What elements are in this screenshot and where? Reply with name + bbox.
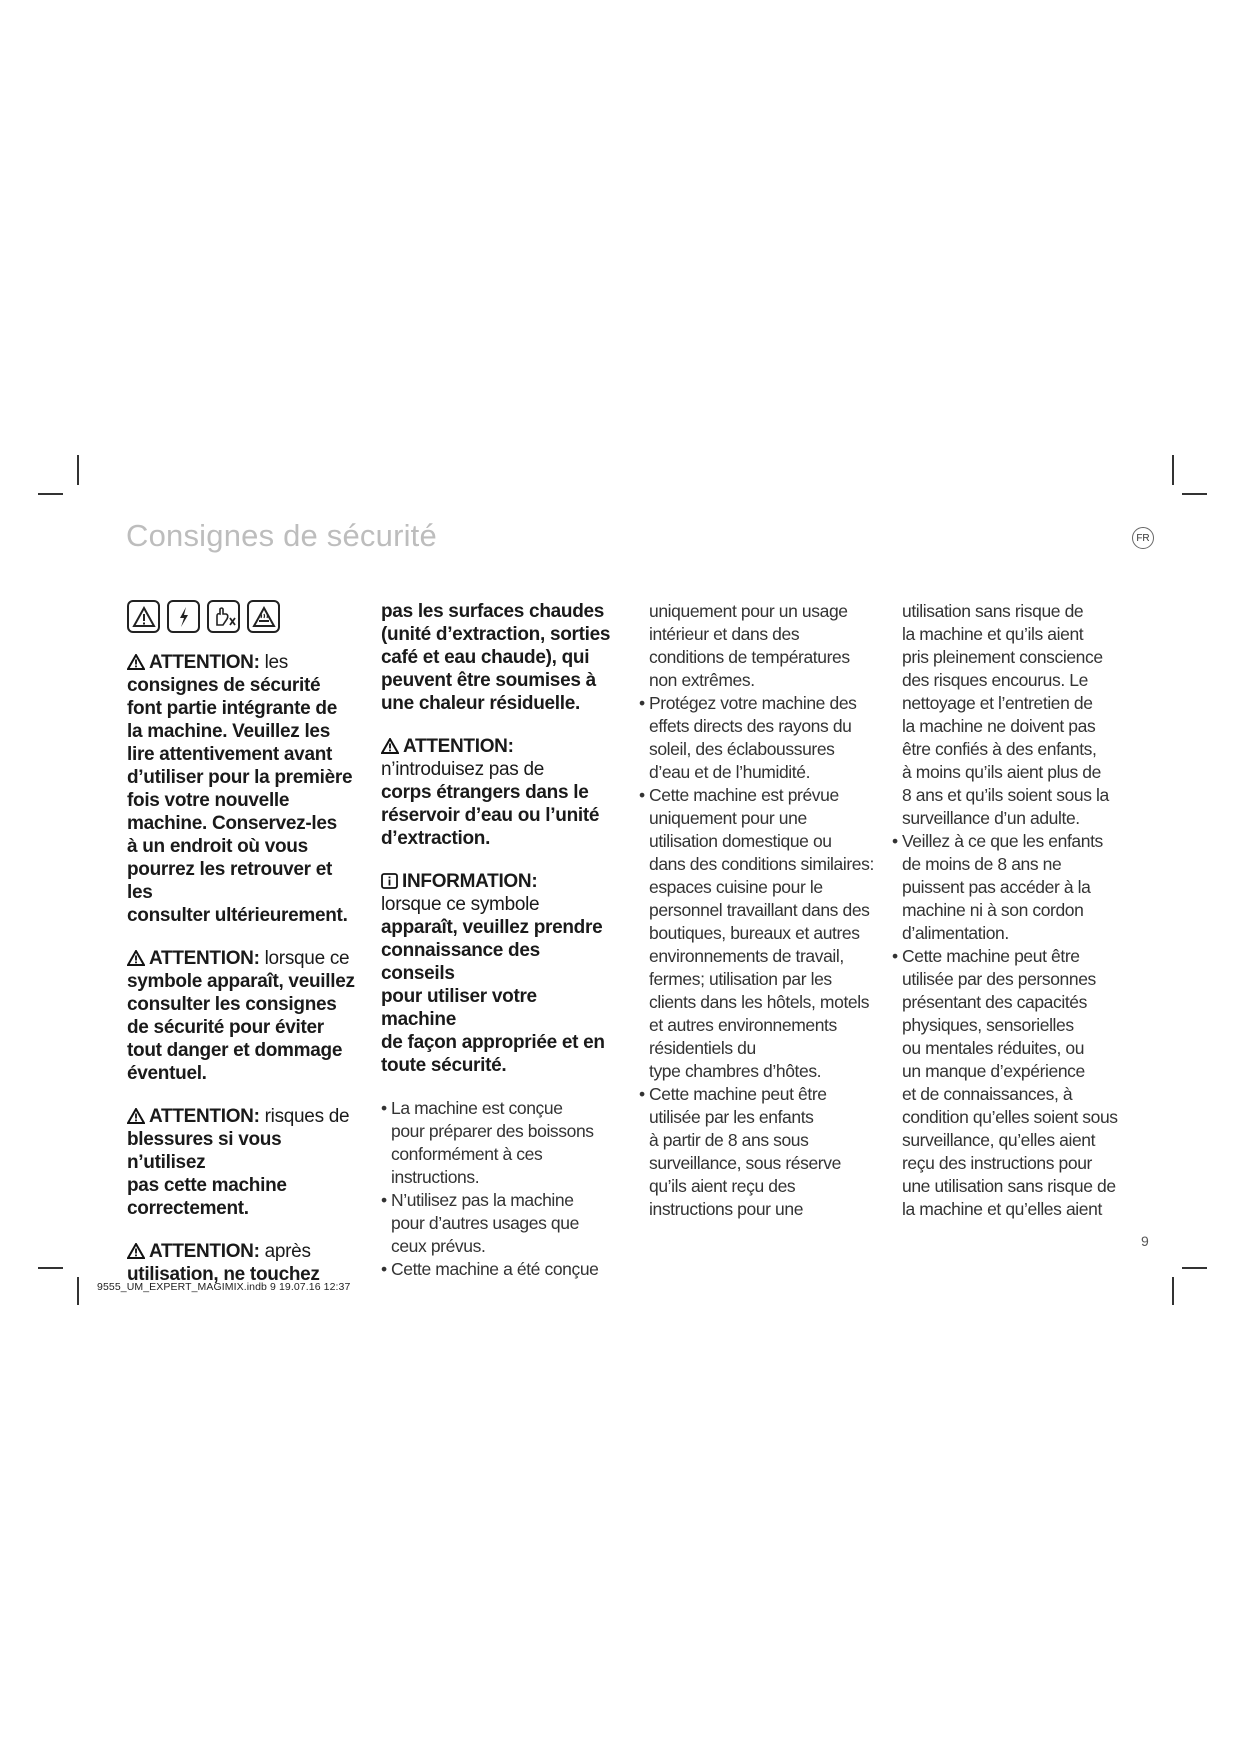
text-line: la machine et qu’ils aient — [902, 624, 1084, 644]
warning-triangle-icon — [127, 950, 145, 966]
text-line: N’utilisez pas la machine — [391, 1190, 574, 1210]
text-line: Cette machine est prévue — [649, 785, 839, 805]
text-line: nettoyage et l’entretien de — [902, 693, 1093, 713]
text-line: intérieur et dans des — [649, 624, 800, 644]
warning-triangle-icon — [127, 654, 145, 670]
text-line: de façon appropriée et en — [381, 1032, 605, 1053]
list-item: • Cette machine a été conçue — [381, 1258, 616, 1281]
text-line: apparaît, veuillez prendre — [381, 917, 603, 938]
text-line: utilisée par les enfants — [649, 1107, 814, 1127]
text-line: boutiques, bureaux et autres — [649, 923, 860, 943]
text-line: qu’ils aient reçu des — [649, 1176, 796, 1196]
text-line: soleil, des éclaboussures — [649, 739, 835, 759]
text-line: un manque d’expérience — [902, 1061, 1085, 1081]
language-badge: FR — [1132, 527, 1154, 549]
list-item: • Cette machine est prévue uniquement pour une utilisation domestique ou dans des conditions similaires: espaces cuisine pour le personnel travaillant dans des boutiques, bureaux et autres environnements de travail, fermes; utilisation par les clients dans les hôtels, motels et autres environnements résidentiels du type chambres d’hôtes. — [639, 785, 874, 1081]
attention-paragraph-4 — [127, 1240, 359, 1286]
list-item: • Cette machine peut être utilisée par des personnes présentant des capacités physiques, sensorielles ou mentales réduites, ou un manque d’expérience et de connaissances, à condition qu’elles soient sous surveillance, qu’elles aient reçu des instructions pour une utilisation sans risque de la machine et qu’elles aient — [892, 945, 1132, 1221]
text-line: d’utiliser pour la première — [127, 767, 353, 788]
text-line: La machine est conçue — [391, 1098, 563, 1118]
text-line: tout danger et dommage — [127, 1040, 343, 1061]
text-line: Veillez à ce que les enfants — [902, 831, 1103, 851]
text-line: connaissance des conseils — [381, 940, 540, 984]
text-line: consignes de sécurité — [127, 675, 321, 696]
text-line: utilisation domestique ou — [649, 831, 832, 851]
continued-text — [639, 600, 875, 692]
crop-mark — [1182, 1267, 1207, 1269]
text-line: une chaleur résiduelle. — [381, 693, 581, 714]
text-line: instructions. — [391, 1167, 480, 1187]
warning-triangle-icon — [381, 738, 399, 754]
text-line: la machine. Veuillez les — [127, 721, 330, 742]
text-line: toute sécurité. — [381, 1055, 507, 1076]
list-item: • Cette machine peut être utilisée par les enfants à partir de 8 ans sous surveillance, sous réserve qu’ils aient reçu des instructions pour une — [639, 1083, 875, 1221]
text-line: et de connaissances, à — [902, 1084, 1073, 1104]
text-line: blessures si vous n’utilisez — [127, 1129, 282, 1173]
text-line: condition qu’elles soient sous — [902, 1107, 1118, 1127]
text-line: personnel travaillant dans des — [649, 900, 870, 920]
crop-mark — [1182, 493, 1207, 495]
text-line: environnements de travail, — [649, 946, 844, 966]
text-line: conditions de températures — [649, 647, 850, 667]
column-3 — [639, 600, 875, 1221]
text-line: utilisation sans risque de — [902, 601, 1084, 621]
information-paragraph — [381, 870, 616, 1077]
list-item: • N’utilisez pas la machine pour d’autres usages que ceux prévus. — [381, 1189, 616, 1258]
text-line: éventuel. — [127, 1063, 207, 1084]
lightning-icon — [167, 600, 200, 633]
text-line: la machine et qu’elles aient — [902, 1199, 1102, 1219]
column-4 — [892, 600, 1132, 1221]
text-line: Cette machine peut être — [649, 1084, 827, 1104]
text-line: dans des conditions similaires: — [649, 854, 874, 874]
text-line: d’extraction. — [381, 828, 491, 849]
text-line: uniquement pour une — [649, 808, 807, 828]
attention-paragraph-1 — [127, 651, 359, 927]
text-line: reçu des instructions pour — [902, 1153, 1092, 1173]
list-item: • Protégez votre machine des effets directs des rayons du soleil, des éclaboussures d’eau et de l’humidité. — [639, 692, 875, 784]
text-line: de moins de 8 ans ne — [902, 854, 1062, 874]
text-line: correctement. — [127, 1198, 249, 1219]
text-line: les — [259, 652, 289, 673]
text-line: effets directs des rayons du — [649, 716, 852, 736]
text-line: utilisée par des personnes — [902, 969, 1096, 989]
crop-mark — [1172, 455, 1174, 485]
text-line: physiques, sensorielles — [902, 1015, 1074, 1035]
text-line: une utilisation sans risque de — [902, 1176, 1116, 1196]
page-number: 9 — [1141, 1233, 1149, 1249]
text-line: à moins qu’ils aient plus de — [902, 762, 1101, 782]
warning-triangle-icon — [127, 1108, 145, 1124]
text-line: lorsque ce symbole — [381, 894, 540, 915]
text-line: consulter ultérieurement. — [127, 905, 348, 926]
print-footer: 9555_UM_EXPERT_MAGIMIX.indb 9 19.07.16 12:37 — [97, 1281, 351, 1293]
warning-triangle-icon — [127, 1243, 145, 1259]
text-line: font partie intégrante de — [127, 698, 337, 719]
text-line: d’eau et de l’humidité. — [649, 762, 811, 782]
text-line: fois votre nouvelle — [127, 790, 290, 811]
text-line: uniquement pour un usage — [649, 601, 848, 621]
text-line: à partir de 8 ans sous — [649, 1130, 809, 1150]
text-line: pas cette machine — [127, 1175, 287, 1196]
text-line: et autres environnements — [649, 1015, 837, 1035]
crop-mark — [38, 1267, 63, 1269]
text-line: surveillance d’un adulte. — [902, 808, 1080, 828]
text-line: Cette machine peut être — [902, 946, 1080, 966]
text-line: non extrêmes. — [649, 670, 755, 690]
list-item: • Veillez à ce que les enfants de moins de 8 ans ne puissent pas accéder à la machine ni à son cordon d’alimentation. — [892, 830, 1132, 945]
column-1 — [127, 600, 359, 1306]
text-line: d’alimentation. — [902, 923, 1009, 943]
text-line: café et eau chaude), qui — [381, 647, 590, 668]
column-2 — [381, 600, 616, 1281]
crop-mark — [1172, 1277, 1174, 1305]
text-line: machine ni à son cordon — [902, 900, 1084, 920]
text-line: pour utiliser votre machine — [381, 986, 537, 1030]
text-line: n’introduisez pas de — [381, 759, 544, 780]
text-line: présentant des capacités — [902, 992, 1087, 1012]
attention-label: ATTENTION: — [149, 1106, 260, 1127]
attention-label: ATTENTION: — [149, 1241, 260, 1262]
crop-mark — [77, 1277, 79, 1305]
text-line: pour préparer des boissons — [391, 1121, 594, 1141]
text-line: risques de — [259, 1106, 350, 1127]
text-line: pourrez les retrouver et les — [127, 859, 333, 903]
text-line: être confiés à des enfants, — [902, 739, 1097, 759]
attention-paragraph-5 — [381, 735, 616, 850]
text-line: ceux prévus. — [391, 1236, 486, 1256]
text-line: 8 ans et qu’ils soient sous la — [902, 785, 1109, 805]
crop-mark — [38, 493, 63, 495]
continued-text — [892, 600, 1132, 830]
hand-warning-icon — [207, 600, 240, 633]
attention-label: ATTENTION: — [149, 948, 260, 969]
text-line: pris pleinement conscience — [902, 647, 1103, 667]
text-line: (unité d’extraction, sorties — [381, 624, 611, 645]
text-line: surveillance, sous réserve — [649, 1153, 841, 1173]
text-line: Protégez votre machine des — [649, 693, 857, 713]
text-line: instructions pour une — [649, 1199, 804, 1219]
text-line: conformément à ces — [391, 1144, 543, 1164]
text-line: ou mentales réduites, ou — [902, 1038, 1085, 1058]
text-line: pour d’autres usages que — [391, 1213, 579, 1233]
text-line: type chambres d’hôtes. — [649, 1061, 822, 1081]
text-line: à un endroit où vous — [127, 836, 308, 857]
attention-paragraph-3 — [127, 1105, 359, 1220]
crop-mark — [77, 455, 79, 485]
text-line: réservoir d’eau ou l’unité — [381, 805, 600, 826]
text-line: des risques encourus. Le — [902, 670, 1088, 690]
text-line: clients dans les hôtels, motels — [649, 992, 870, 1012]
text-line: espaces cuisine pour le — [649, 877, 823, 897]
text-line: lorsque ce — [259, 948, 350, 969]
information-label: INFORMATION: — [402, 871, 538, 892]
list-item: • La machine est conçue pour préparer des boissons conformément à ces instructions. — [381, 1097, 616, 1189]
hot-surfaces-paragraph — [381, 600, 616, 715]
safety-icons — [127, 600, 359, 633]
text-line: consulter les consignes — [127, 994, 337, 1015]
text-line: de sécurité pour éviter — [127, 1017, 324, 1038]
text-line: après — [259, 1241, 311, 1262]
text-line: corps étrangers dans le — [381, 782, 589, 803]
text-line: pas les surfaces chaudes — [381, 601, 605, 622]
text-line: utilisation, ne touchez — [127, 1264, 320, 1285]
info-icon — [381, 873, 398, 889]
attention-paragraph-2 — [127, 947, 359, 1085]
text-line: Cette machine a été conçue — [391, 1259, 599, 1279]
text-line: lire attentivement avant — [127, 744, 333, 765]
text-line: fermes; utilisation par les — [649, 969, 832, 989]
text-line: peuvent être soumises à — [381, 670, 596, 691]
attention-label: ATTENTION: — [403, 736, 514, 757]
bullet-list — [381, 1097, 616, 1281]
text-line: machine. Conservez-les — [127, 813, 337, 834]
warning-triangle-icon — [127, 600, 160, 633]
attention-label: ATTENTION: — [149, 652, 260, 673]
hot-surface-icon — [247, 600, 280, 633]
text-line: résidentiels du — [649, 1038, 756, 1058]
text-line: la machine ne doivent pas — [902, 716, 1096, 736]
page-title: Consignes de sécurité — [126, 518, 437, 553]
text-line: surveillance, qu’elles aient — [902, 1130, 1096, 1150]
text-line: symbole apparaît, veuillez — [127, 971, 355, 992]
text-line: puissent pas accéder à la — [902, 877, 1091, 897]
